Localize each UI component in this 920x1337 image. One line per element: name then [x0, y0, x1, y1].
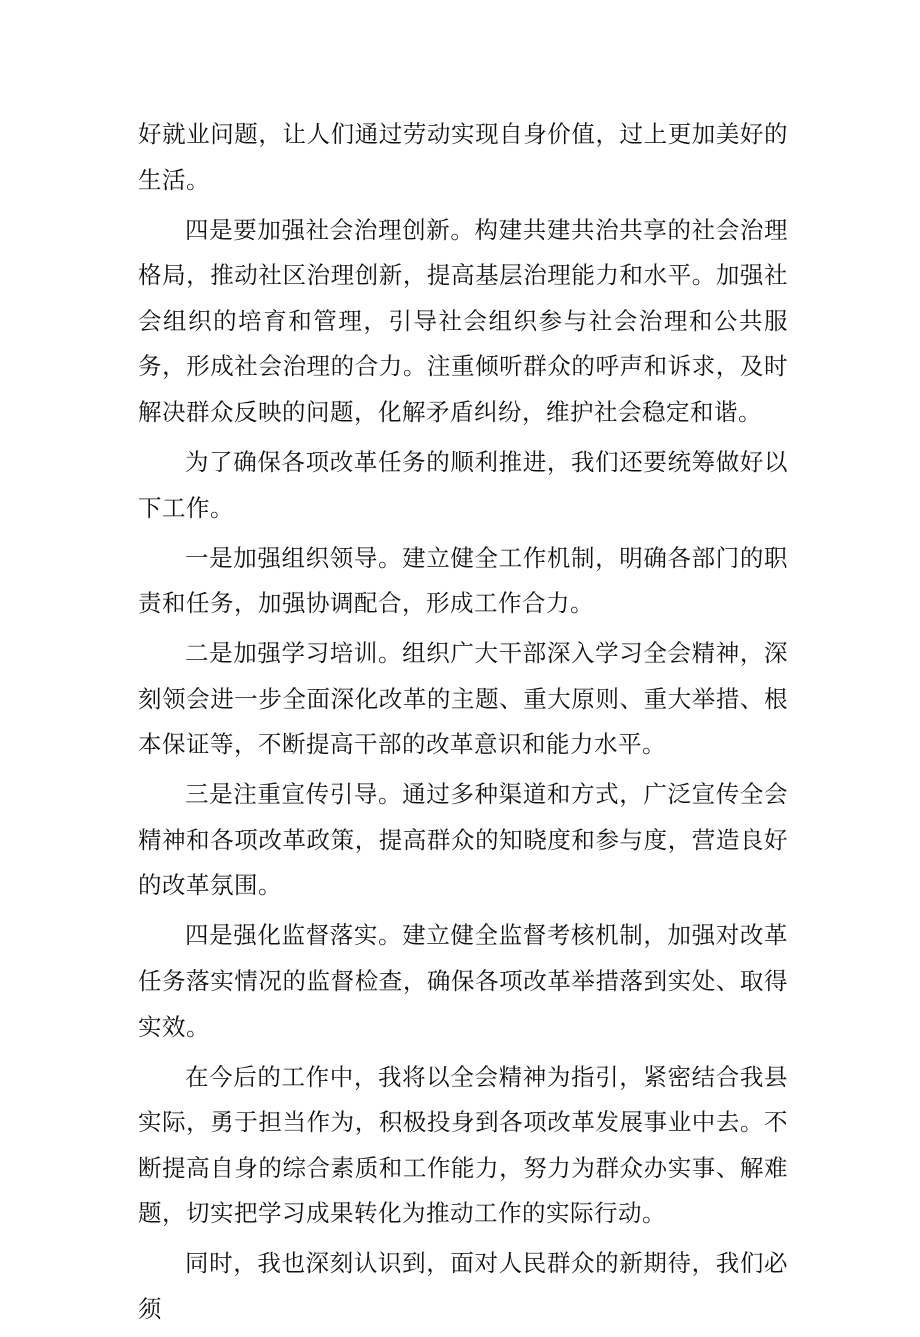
paragraph-6: 三是注重宣传引导。通过多种渠道和方式，广泛宣传全会精神和各项改革政策，提高群众的知晓度和参与度，营造良好的改革氛围。: [138, 780, 788, 900]
paragraph-2: 四是要加强社会治理创新。构建共建共治共享的社会治理格局，推动社区治理创新，提高基层治理能力和水平。加强社会组织的培育和管理，引导社会组织参与社会治理和公共服务，形成社会治理的合力。注重倾听群众的呼声和诉求，及时解决群众反映的问题，化解矛盾纠纷，维护社会稳定和谐。: [138, 215, 788, 426]
document-body: [138, 112, 788, 1337]
paragraph-8: 在今后的工作中，我将以全会精神为指引，紧密结合我县实际，勇于担当作为，积极投身到各项改革发展事业中去。不断提高自身的综合素质和工作能力，努力为群众办实事、解难题，切实把学习成果转化为推动工作的实际行动。: [138, 1062, 788, 1228]
paragraph-7: 四是强化监督落实。建立健全监督考核机制，加强对改革任务落实情况的监督检查，确保各项改革举措落到实处、取得实效。: [138, 921, 788, 1041]
paragraph-3: 为了确保各项改革任务的顺利推进，我们还要统筹做好以下工作。: [138, 447, 788, 522]
paragraph-1: 好就业问题，让人们通过劳动实现自身价值，过上更加美好的生活。: [138, 120, 788, 194]
paragraph-4: 一是加强组织领导。建立健全工作机制，明确各部门的职责和任务，加强协调配合，形成工作合力。: [138, 543, 788, 618]
paragraph-5: 二是加强学习培训。组织广大干部深入学习全会精神，深刻领会进一步全面深化改革的主题、重大原则、重大举措、根本保证等，不断提高干部的改革意识和能力水平。: [138, 639, 788, 759]
paragraph-9: 同时，我也深刻认识到，面对人民群众的新期待，我们必须: [138, 1249, 788, 1323]
